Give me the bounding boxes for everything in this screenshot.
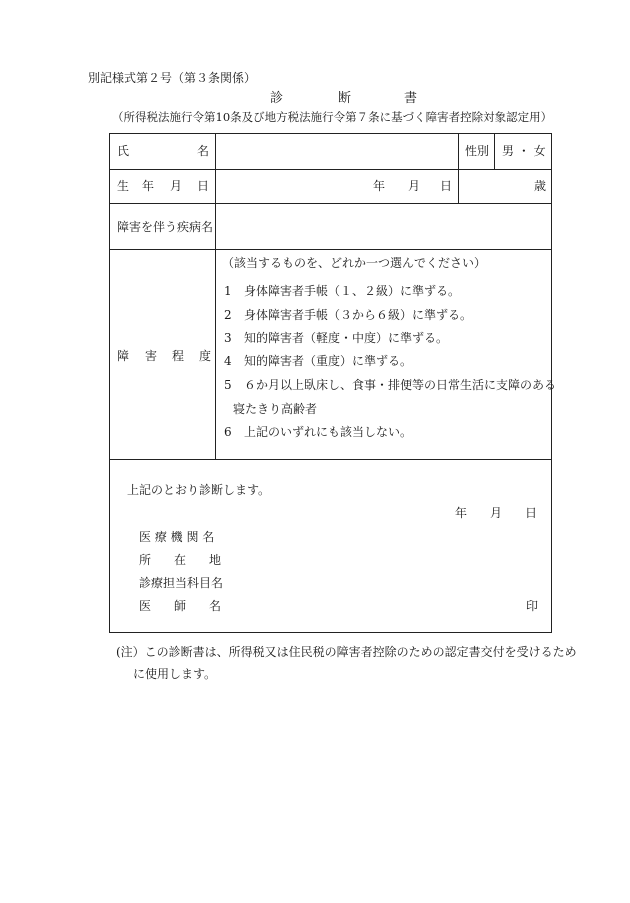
severity-item-6-num: 6 (224, 425, 232, 439)
disease-field[interactable] (216, 204, 551, 249)
name-label-2: 名 (197, 144, 210, 158)
severity-label-3: 程 (172, 349, 185, 363)
severity-item-1[interactable]: 身体障害者手帳（１、２級）に準ずる。 (244, 284, 461, 298)
severity-item-4-num: 4 (224, 354, 232, 368)
gender-label: 性別 (465, 144, 490, 158)
severity-label-2: 害 (145, 349, 158, 363)
gender-age-divider (458, 133, 459, 203)
address-label-3: 地 (209, 553, 222, 567)
severity-label-1: 障 (117, 349, 130, 363)
form-number: 別記様式第２号（第３条関係） (88, 71, 257, 85)
severity-item-3[interactable]: 知的障害者（軽度・中度）に準ずる。 (244, 331, 449, 345)
severity-item-1-num: 1 (224, 284, 232, 298)
severity-item-4[interactable]: 知的障害者（重度）に準ずる。 (244, 354, 413, 368)
severity-item-3-num: 3 (224, 331, 232, 345)
note-line-2: に使用します。 (133, 667, 217, 681)
name-label-1: 氏 (117, 144, 130, 158)
institution-label: 医 療 機 関 名 (139, 530, 215, 544)
gender-label-divider (494, 133, 495, 169)
severity-item-6[interactable]: 上記のいずれにも該当しない。 (244, 425, 413, 439)
row-divider-4 (109, 459, 552, 460)
department-label: 診療担当科目名 (139, 576, 224, 590)
row-divider-1 (109, 169, 552, 170)
doctor-label-1: 医 (139, 599, 152, 613)
dob-month: 月 (408, 179, 421, 193)
note-line-1: (注）この診断書は、所得税又は住民税の障害者控除のための認定書交付を受けるため (116, 645, 577, 659)
subtitle: （所得税法施行令第10条及び地方税法施行令第７条に基づく障害者控除対象認定用） (112, 110, 553, 124)
severity-item-2[interactable]: 身体障害者手帳（３から６級）に準ずる。 (244, 308, 473, 322)
dob-day: 日 (440, 179, 453, 193)
cert-date-month: 月 (490, 506, 503, 520)
address-label-1: 所 (139, 553, 152, 567)
title-char-1: 診 (270, 91, 284, 106)
cert-date-year: 年 (455, 506, 468, 520)
title-char-3: 書 (404, 91, 418, 106)
gender-options[interactable]: 男 ・ 女 (502, 144, 546, 158)
severity-label-4: 度 (199, 349, 212, 363)
disease-label: 障害を伴う疾病名 (117, 220, 214, 234)
severity-item-2-num: 2 (224, 308, 232, 322)
dob-label-2: 年 (142, 179, 155, 193)
dob-label-4: 日 (197, 179, 210, 193)
dob-label-3: 月 (170, 179, 183, 193)
title-char-2: 断 (338, 91, 352, 106)
severity-item-5-continued[interactable]: 寝たきり高齢者 (233, 402, 318, 416)
severity-instruction: （該当するものを、どれか一つ選んでください） (222, 256, 487, 270)
seal-mark: 印 (526, 599, 539, 613)
label-column-divider (215, 133, 216, 459)
severity-item-5[interactable]: ６か月以上臥床し、食事・排便等の日常生活に支障のある (244, 378, 557, 392)
certification-statement: 上記のとおり診断します。 (127, 483, 271, 497)
doctor-label-3: 名 (209, 599, 222, 613)
doctor-label-2: 師 (174, 599, 187, 613)
age-unit: 歳 (534, 179, 547, 193)
severity-item-5-num: 5 (224, 378, 232, 392)
cert-date-day: 日 (525, 506, 538, 520)
address-label-2: 在 (174, 553, 187, 567)
row-divider-3 (109, 249, 552, 250)
dob-year: 年 (373, 179, 386, 193)
name-field[interactable] (216, 134, 458, 169)
dob-label-1: 生 (117, 179, 130, 193)
